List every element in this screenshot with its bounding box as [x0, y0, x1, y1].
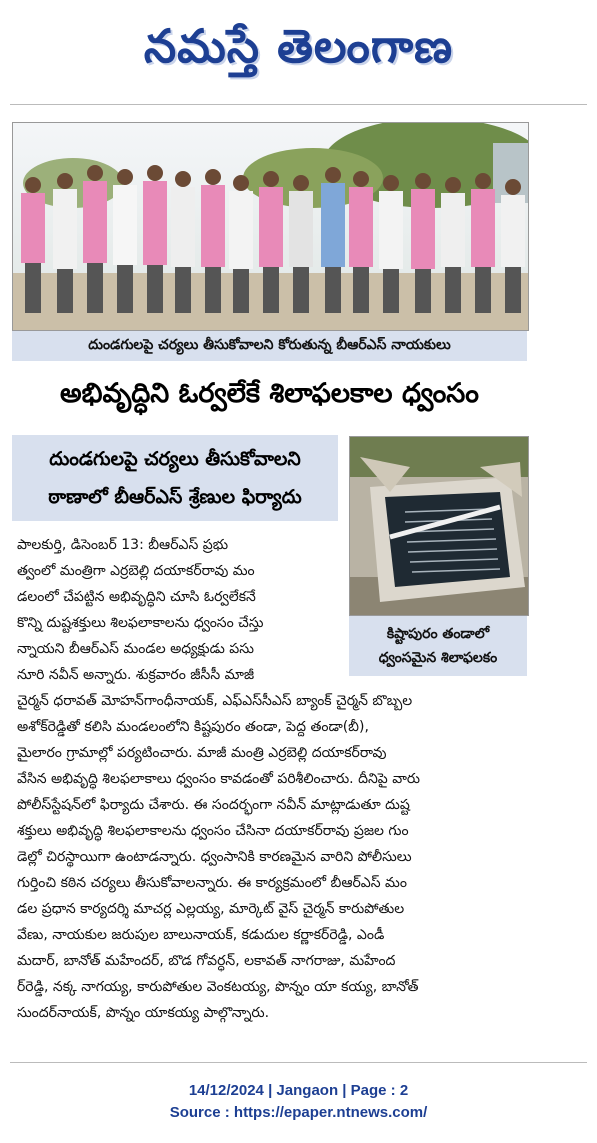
- body-line: గుర్తించి కఠిన చర్యలు తీసుకోవాలన్నారు. ఈ కార్యక్రమంలో బీఆర్ఎస్ మం: [17, 875, 407, 891]
- footer-divider: [10, 1062, 587, 1063]
- body-line: పాలకుర్తి, డిసెంబర్ 13: బీఆర్ఎస్ ప్రభు: [17, 537, 229, 553]
- plaque-photo: [349, 436, 529, 616]
- masthead: [0, 0, 597, 104]
- body-line: డలంలో చేపట్టిన అభివృద్ధిని చూసి ఓర్వలేకనే: [17, 589, 256, 605]
- newspaper-title: నమస్తే తెలంగాణ: [143, 19, 454, 73]
- body-line: వేసిన అభివృద్ధి శిలఫలాకాలు ధ్వంసం కావడంతో పరిశీలించారు. దీనిపై వారు: [17, 771, 421, 787]
- group-photo: [12, 122, 529, 331]
- masthead-divider: [10, 104, 587, 105]
- body-line: పోలీస్‌స్టేషన్‌లో ఫిర్యాదు చేశారు. ఈ సందర్భంగా నవీన్ మాట్లాడుతూ దుష్ట: [17, 797, 410, 813]
- body-line: డల ప్రధాన కార్యదర్శి మాచర్ల ఎల్లయ్య, మార్కెట్ వైస్ చైర్మన్ కారుపోతుల: [17, 901, 405, 917]
- article-subheadline: [12, 435, 338, 521]
- group-photo-image: [13, 123, 528, 330]
- subheadline-line-2: ఠాణాలో బీఆర్ఎస్ శ్రేణుల ఫిర్యాదు: [48, 486, 302, 508]
- plaque-caption-line-2: ధ్వంసమైన శిలాఫలకం: [378, 650, 498, 666]
- plaque-photo-image: [350, 437, 528, 615]
- body-line: చైర్మన్ ధరావత్ మోహన్‌గాంధీనాయక్, ఎఫ్ఎస్‌సీఎస్ బ్యాంక్ చైర్మన్ బొబ్బల: [17, 693, 413, 709]
- subheadline-line-1: దుండగులపై చర్యలు తీసుకోవాలని: [49, 448, 301, 470]
- body-line: మైలారం గ్రామాల్లో పర్యటించారు. మాజీ మంత్రి ఎర్రబెల్లి దయాకర్‌రావు: [17, 745, 387, 761]
- body-line: కొన్ని దుష్టశక్తులు శిలఫలాకాలను ధ్వంసం చేస్తు: [17, 615, 264, 631]
- body-line: వేణు, నాయకుల జరుపుల బాలునాయక్, కడుదుల కర్ణాకర్‌రెడ్డి, ఎండీ: [17, 927, 385, 943]
- plaque-photo-caption: [349, 616, 527, 676]
- footer-date-edition: 14/12/2024 | Jangaon | Page : 2: [188, 1082, 409, 1099]
- body-line: శక్తులు అభివృద్ధి శిలఫలాకాలను ధ్వంసం చేసినా దయాకర్‌రావు ప్రజల గుం: [17, 823, 409, 839]
- body-line: సుందర్‌నాయక్, పొన్నం యాకయ్య పాల్గొన్నారు.: [17, 1005, 270, 1021]
- body-line: డెల్లో చిరస్థాయిగా ఉంటాడన్నారు. ధ్వంసానికి కారణమైన వారిని పోలీసులు: [17, 849, 412, 865]
- body-line: మదార్, బానోత్ మహేందర్, బొడ గోవర్ధన్, లకావత్ నాగరాజు, మహేంద: [17, 953, 396, 969]
- body-line: నూరి నవీన్ అన్నారు. శుక్రవారం జీసీసీ మాజీ: [17, 667, 255, 683]
- footer-source-link[interactable]: Source : https://epaper.ntnews.com/: [169, 1104, 428, 1121]
- group-photo-caption: దుండగులపై చర్యలు తీసుకోవాలని కోరుతున్న బీఆర్ఎస్ నాయకులు: [12, 331, 527, 361]
- body-line: త్వంలో మంత్రిగా ఎర్రబెల్లి దయాకర్‌రావు మం: [17, 563, 255, 579]
- plaque-caption-line-1: కిష్టాపురం తండాలో: [386, 626, 490, 642]
- article-headline: అభివృద్ధిని ఓర్వలేకే శిలాఫలకాల ధ్వంసం: [60, 378, 479, 409]
- body-line: న్నాయని బీఆర్ఎస్ మండల అధ్యక్షుడు పసు: [17, 641, 254, 657]
- body-line: అశోక్‌రెడ్డితో కలిసి మండలంలోని కిష్టపురం తండా, పెద్ద తండా(బీ),: [17, 719, 369, 735]
- body-line: ర్‌రెడ్డి, నక్క నాగయ్య, కారుపోతుల వెంకటయ్య, పొన్నం యా కయ్య, బానోత్: [17, 979, 419, 995]
